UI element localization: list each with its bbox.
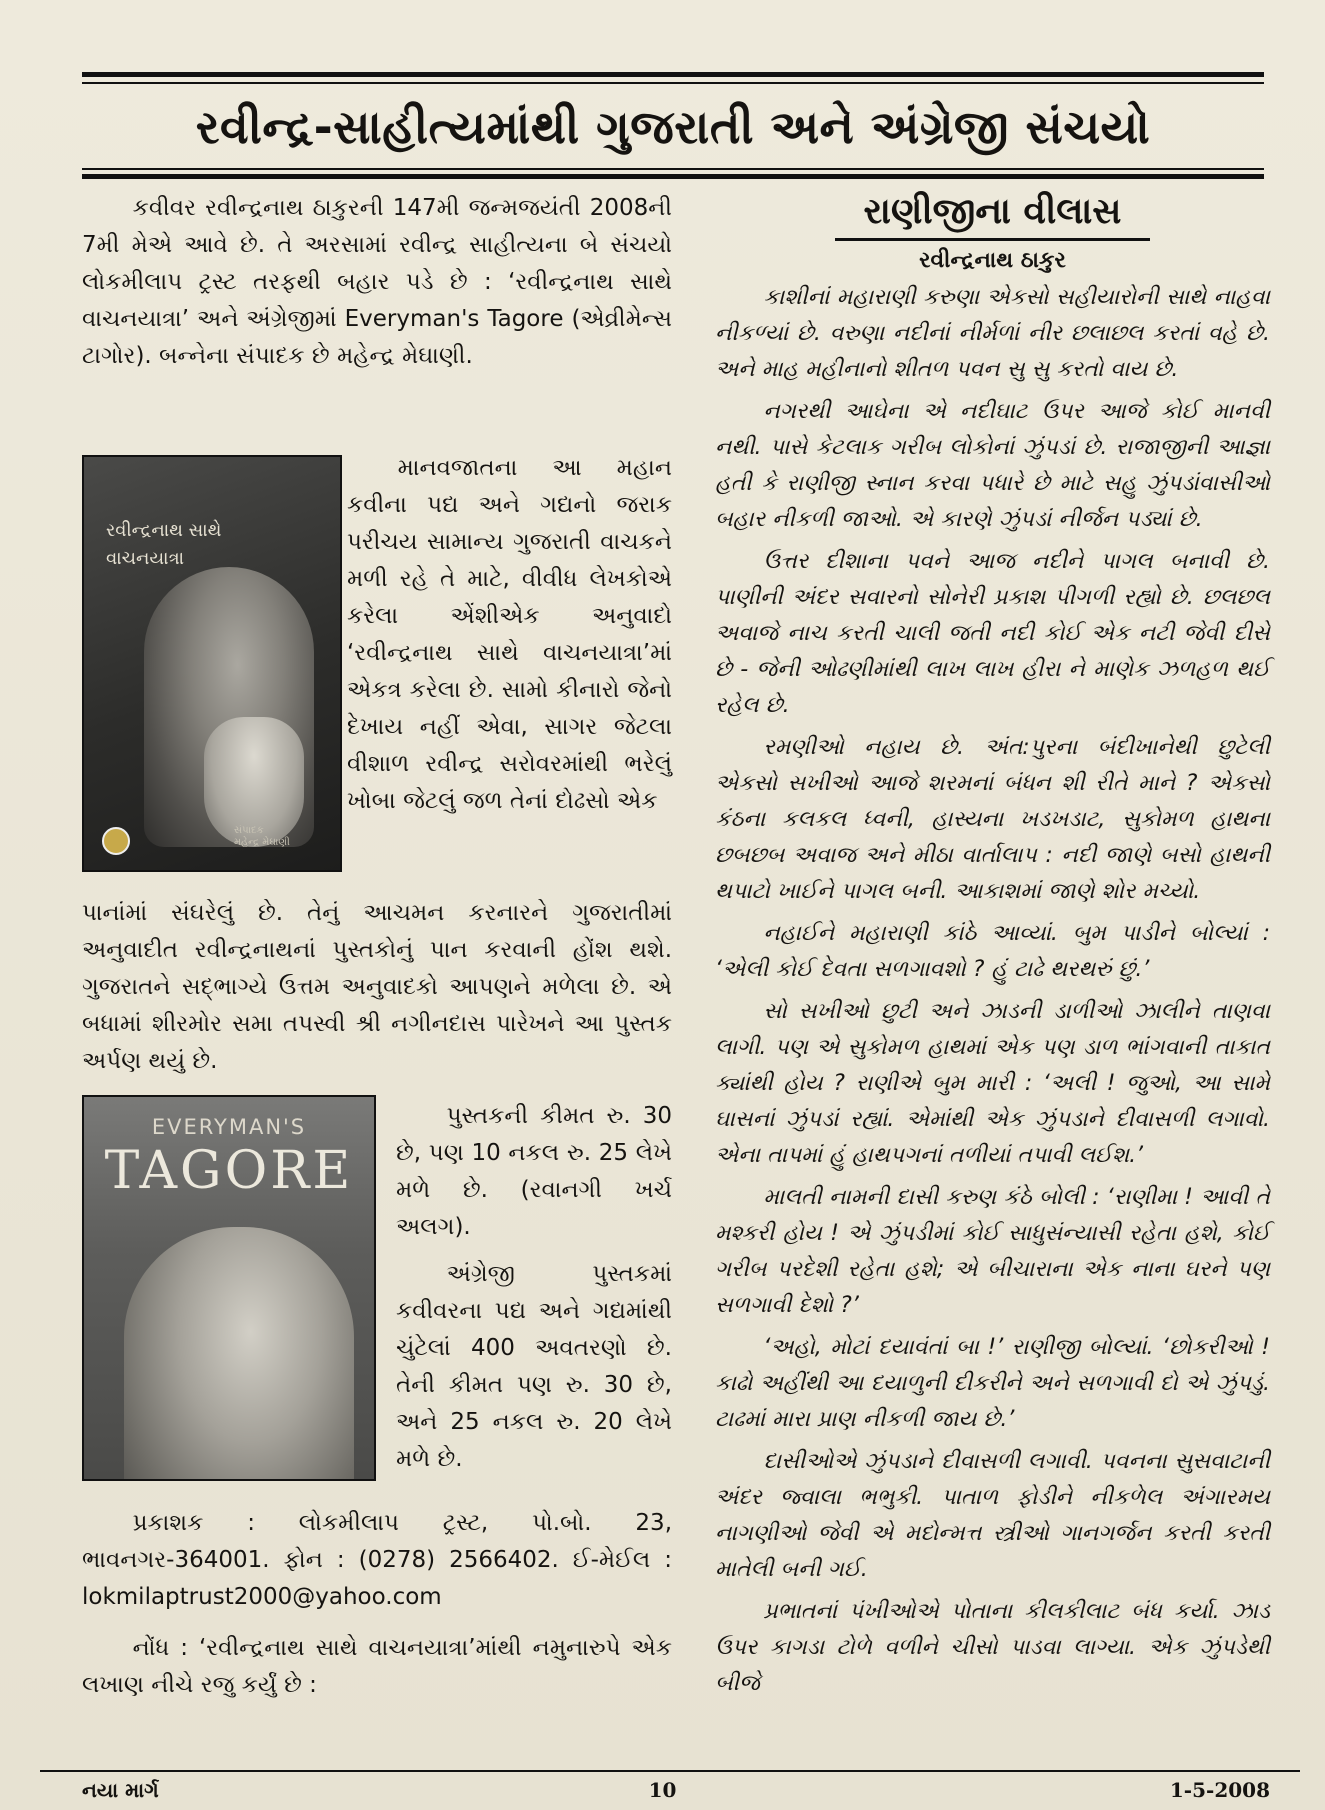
story-body	[715, 280, 1270, 1702]
footer-rule	[40, 1770, 1300, 1772]
cover-line-tagore: TAGORE	[104, 1141, 354, 1201]
story-title: રાણીજીના વીલાસ	[863, 191, 1122, 232]
tagore-portrait-image	[124, 1227, 354, 1481]
footer-date: 1-5-2008	[1169, 1778, 1270, 1802]
top-rule-thin	[82, 82, 1264, 84]
story-title-underline	[835, 238, 1150, 241]
book-cover-vachanyatra	[82, 455, 342, 872]
story-paragraph: નહાઈને મહારાણી કાંઠે આવ્યાં. બુમ પાડીને બોલ્યાં : ‘એલી કોઈ દેવતા સળગાવશો ? હું ટાઢે થરથરું છું.’	[715, 921, 1270, 982]
intro-paragraph: કવીવર રવીન્દ્રનાથ ઠાકુરની 147મી જન્મજયંતી 2008ની 7મી મેએ આવે છે. તે અરસામાં રવીન્દ્ર સાહીત્યના બે સંચયો લોકમીલાપ ટ્રસ્ટ તરફથી બહાર પડે છે : ‘રવીન્દ્રનાથ સાથે વાચનયાત્રા’ અને અંગ્રેજીમાં Everyman's Tagore (એવ્રીમેન્સ ટાગોર). બન્નેના સંપાદક છે મહેન્દ્ર મેઘાણી.	[82, 195, 672, 369]
story-paragraph: ઉત્તર દીશાના પવને આજ નદીને પાગલ બનાવી છે. પાણીની અંદર સવારનો સોનેરી પ્રકાશ પીગળી રહ્યો છે. છલછલ અવાજે નાચ કરતી ચાલી જતી નદી કોઈ એક નટી જેવી દીસે છે - જેની ઓઢણીમાંથી લાખ લાખ હીરા ને માણેક ઝળહળ થઈ રહેલ છે.	[715, 549, 1270, 718]
story-author: રવીન્દ્રનાથ ઠાકુર	[919, 248, 1066, 273]
story-paragraph: દાસીઓએ ઝુંપડાને દીવાસળી લગાવી. પવનના સુસવાટાની અંદર જ્વાલા ભભુકી. પાતાળ ફોડીને નીકળેલ અંગારમય નાગણીઓ જેવી એ મદોન્મત્ત સ્ત્રીઓ ગાનગર્જન કરતી કરતી માતેલી બની ગઈ.	[715, 1449, 1270, 1582]
footer-publication-name: નયા માર્ગ	[82, 1778, 159, 1802]
story-paragraph: કાશીનાં મહારાણી કરુણા એકસો સહીયારોની સાથે નાહવા નીકળ્યાં છે. વરુણા નદીનાં નીર્મળાં નીર છલાછલ કરતાં વહે છે. અને માહ મહીનાનો શીતળ પવન સુ સુ કરતો વાય છે.	[715, 285, 1270, 382]
story-paragraph: પ્રભાતનાં પંખીઓએ પોતાના કીલકીલાટ બંધ કર્યા. ઝાડ ઉપર કાગડા ટોળે વળીને ચીસો પાડવા લાગ્યા. એક ઝુંપડેથી બીજે	[715, 1599, 1270, 1696]
book-price: પુસ્તકની કીમત રુ. 30 છે, પણ 10 નકલ રુ. 25 લેખે મળે છે. (રવાનગી ખર્ચ અલગ).	[396, 1103, 672, 1240]
cover-editor: સંપાદક મહેન્દ્ર મેઘાણી	[234, 825, 290, 848]
headline-rule-thin	[82, 168, 1264, 170]
book1-description-continued: પાનાંમાં સંઘરેલું છે. તેનું આચમન કરનારને ગુજરાતીમાં અનુવાદીત રવીન્દ્રનાથનાં પુસ્તકોનું પાન કરવાની હોંશ થશે. ગુજરાતને સદ્‌ભાગ્યે ઉત્તમ અનુવાદકો આપણને મળેલા છે. એ બધામાં શીરમોર સમા તપસ્વી શ્રી નગીનદાસ પારેખને આ પુસ્તક અર્પણ થયું છે.	[82, 900, 672, 1074]
story-paragraph: ‘અહો, મોટાં દયાવંતાં બા !’ રાણીજી બોલ્યાં. ‘છોકરીઓ ! કાઢો અહીંથી આ દયાળુની દીકરીને અને સળગાવી દો એ ઝુંપડું. ટાઢમાં મારા પ્રાણ નીકળી જાય છે.’	[715, 1335, 1270, 1432]
book-cover-everymans-tagore	[82, 1095, 376, 1481]
story-paragraph: નગરથી આઘેના એ નદીઘાટ ઉપર આજે કોઈ માનવી નથી. પાસે કેટલાક ગરીબ લોકોનાં ઝુંપડાં છે. રાજાજીની આજ્ઞા હતી કે રાણીજી સ્નાન કરવા પધારે છે માટે સહુ ઝુંપડાંવાસીઓ બહાર નીકળી જાઓ. એ કારણે ઝુંપડાં નીર્જન પડ્યાં છે.	[715, 399, 1270, 532]
page-number: 10	[648, 1778, 677, 1802]
story-paragraph: રમણીઓ નહાય છે. અંત:પુરના બંદીખાનેથી છુટેલી એકસો સખીઓ આજે શરમનાં બંધન શી રીતે માને ? એકસો કંઠના કલકલ ધ્વની, હાસ્યના ખડખડાટ, સુકોમળ હાથના છબછબ અવાજ અને મીઠા વાર્તાલાપ : નદી જાણે બસો હાથની થપાટો ખાઈને પાગલ બની. આકાશમાં જાણે શોર મચ્યો.	[715, 735, 1270, 904]
cover-line-everymans: EVERYMAN'S	[151, 1115, 307, 1139]
publisher-info: પ્રકાશક : લોકમીલાપ ટ્રસ્ટ, પો.બો. 23, ભાવનગર-364001. ફોન : (0278) 2566402. ઈ-મેઈલ : lokmilaptrust2000@yahoo.com નોંધ : ‘રવીન્દ્રનાથ સાથે વાચનયાત્રા’માંથી નમુનારુપે એક લખાણ નીચે રજુ કર્યું છે :	[82, 1505, 672, 1704]
page-headline: રવીન્દ્ર-સાહીત્યમાંથી ગુજરાતી અને અંગ્રેજી સંચયો	[195, 100, 1151, 154]
publisher-logo-icon	[102, 827, 130, 855]
cover-title: રવીન્દ્રનાથ સાથે વાચનયાત્રા	[106, 520, 222, 569]
story-paragraph: સો સખીઓ છુટી અને ઝાડની ડાળીઓ ઝાલીને તાણવા લાગી. પણ એ સુકોમળ હાથમાં એક પણ ડાળ ભાંગવાની તાકાત ક્યાંથી હોય ? રાણીએ બુમ મારી : ‘અલી ! જુઓ, આ સામે ઘાસનાં ઝુંપડાં રહ્યાં. એમાંથી એક ઝુંપડાને દીવાસળી લગાવો. એના તાપમાં હું હાથપગનાં તળીયાં તપાવી લઈશ.’	[715, 999, 1270, 1168]
book1-description: માનવજાતના આ મહાન કવીના પદ્ય અને ગદ્યનો જરાક પરીચય સામાન્ય ગુજરાતી વાચકને મળી રહે તે માટે, વીવીધ લેખકોએ કરેલા એંશીએક અનુવાદો ‘રવીન્દ્રનાથ સાથે વાચનયાત્રા’માં એકત્ર કરેલા છે. સામો કીનારો જેનો દેખાય નહીં એવા, સાગર જેટલા વીશાળ રવીન્દ્ર સરોવરમાંથી ભરેલું ખોબા જેટલું જળ તેનાં દોઢસો એક	[347, 455, 672, 814]
headline-rule-thick	[82, 174, 1264, 179]
story-paragraph: માલતી નામની દાસી કરુણ કંઠે બોલી : ‘રાણીમા ! આવી તે મશ્કરી હોય ! એ ઝુંપડીમાં કોઈ સાધુસંન્યાસી રહેતા હશે, કોઈ ગરીબ પરદેશી રહેતા હશે; એ બીચારાના એક નાના ઘરને પણ સળગાવી દેશો ?’	[715, 1185, 1270, 1318]
book2-description	[396, 1098, 672, 1478]
english-book-info: અંગ્રેજી પુસ્તકમાં કવીવરના પદ્ય અને ગદ્યમાંથી ચુંટેલાં 400 અવતરણો છે. તેની કીમત પણ રુ. 30 છે, અને 25 નકલ રુ. 20 લેખે મળે છે.	[396, 1261, 672, 1472]
note: નોંધ : ‘રવીન્દ્રનાથ સાથે વાચનયાત્રા’માંથી નમુનારુપે એક લખાણ નીચે રજુ કર્યું છે :	[82, 1635, 672, 1698]
top-rule-thick	[82, 72, 1264, 77]
